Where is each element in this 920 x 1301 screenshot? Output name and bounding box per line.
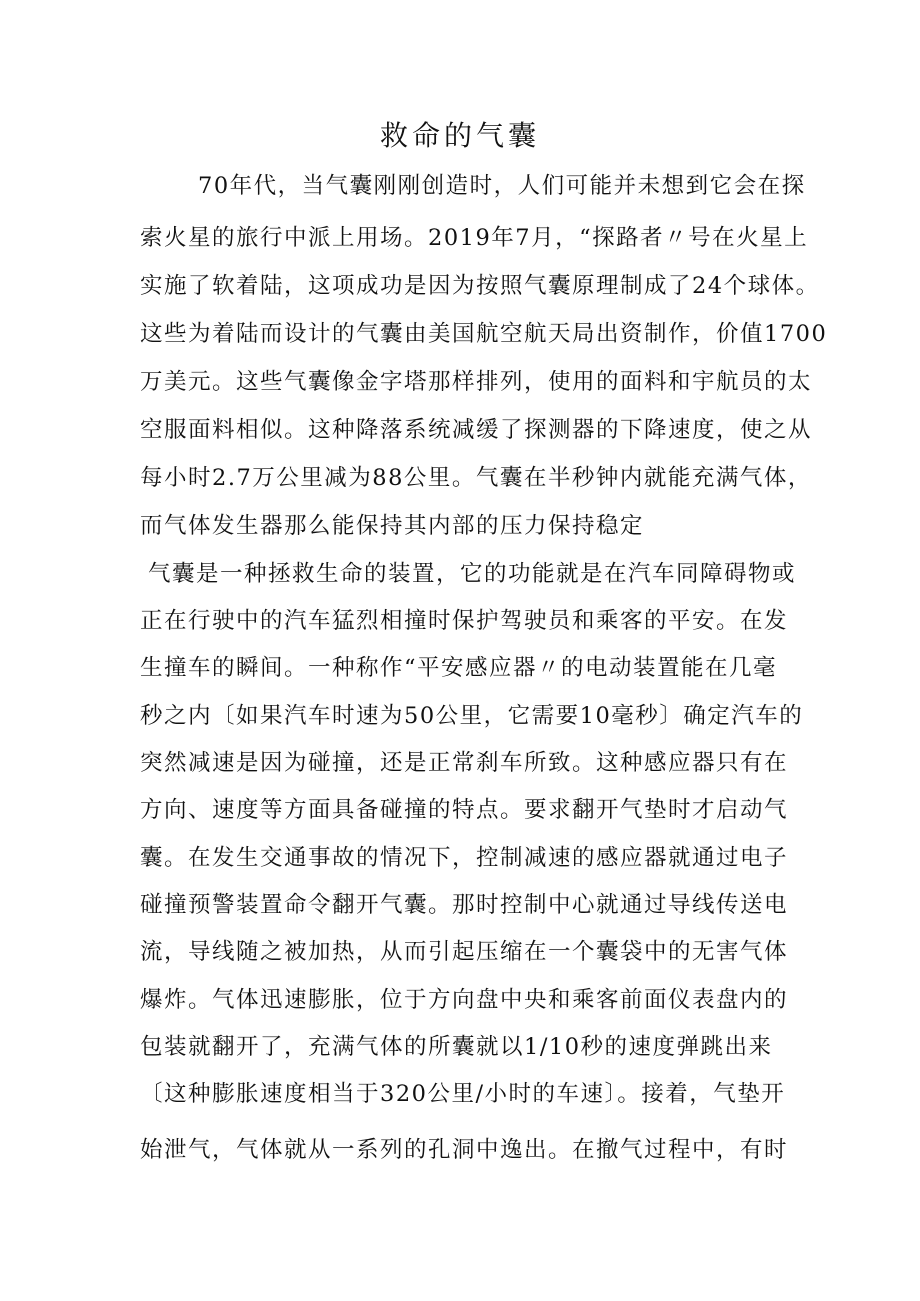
text-line: 70年代，当气囊刚刚创造时，人们可能并未想到它会在探 (198, 173, 806, 199)
text-line: 空服面料相似。这种降落系统减缓了探测器的下降速度，使之从 (140, 417, 813, 443)
text-line: 流，导线随之被加热，从而引起压缩在一个囊袋中的无害气体 (140, 939, 789, 965)
text-line: 气囊是一种拯救生命的装置，它的功能就是在汽车同障碍物或 (148, 561, 797, 587)
text-line: 包装就翻开了，充满气体的所囊就以1/10秒的速度弹跳出来 (140, 1034, 773, 1060)
text-line: 囊。在发生交通事故的情况下，控制减速的感应器就通过电子 (140, 845, 789, 871)
text-line: 这些为着陆而设计的气囊由美国航空航天局出资制作，价值1700 (140, 321, 828, 347)
document-title: 救命的气囊 (379, 119, 540, 152)
text-line: 突然减速是因为碰撞，还是正常刹车所致。这种感应器只有在 (140, 750, 789, 776)
text-line: 〔这种膨胀速度相当于320公里/小时的车速〕。接着，气垫开 (140, 1081, 786, 1107)
text-line: 而气体发生器那么能保持其内部的压力保持稳定 (140, 513, 645, 539)
text-line: 索火星的旅行中派上用场。2019年7月，“探路者〃号在火星上 (140, 225, 809, 251)
text-line: 实施了软着陆，这项成功是因为按照气囊原理制成了24个球体。 (140, 273, 820, 299)
text-line: 正在行驶中的汽车猛烈相撞时保护驾驶员和乘客的平安。在发 (140, 608, 789, 634)
text-line: 生撞车的瞬间。一种称作“平安感应器〃的电动装置能在几毫 (140, 655, 778, 681)
text-line: 方向、速度等方面具备碰撞的特点。要求翻开气垫时才启动气 (140, 797, 789, 823)
text-line: 万美元。这些气囊像金字塔那样排列，使用的面料和宇航员的太 (140, 369, 813, 395)
text-line: 每小时2.7万公里减为88公里。气囊在半秒钟内就能充满气体， (140, 465, 812, 491)
text-line: 碰撞预警装置命令翻开气囊。那时控制中心就通过导线传送电 (140, 892, 789, 918)
text-line: 爆炸。气体迅速膨胀，位于方向盘中央和乘客前面仪表盘内的 (140, 987, 789, 1013)
text-line: 秒之内〔如果汽车时速为50公里，它需要10毫秒〕确定汽车的 (140, 703, 804, 729)
text-line: 始泄气，气体就从一系列的孔洞中逸出。在撤气过程中，有时 (140, 1137, 789, 1163)
